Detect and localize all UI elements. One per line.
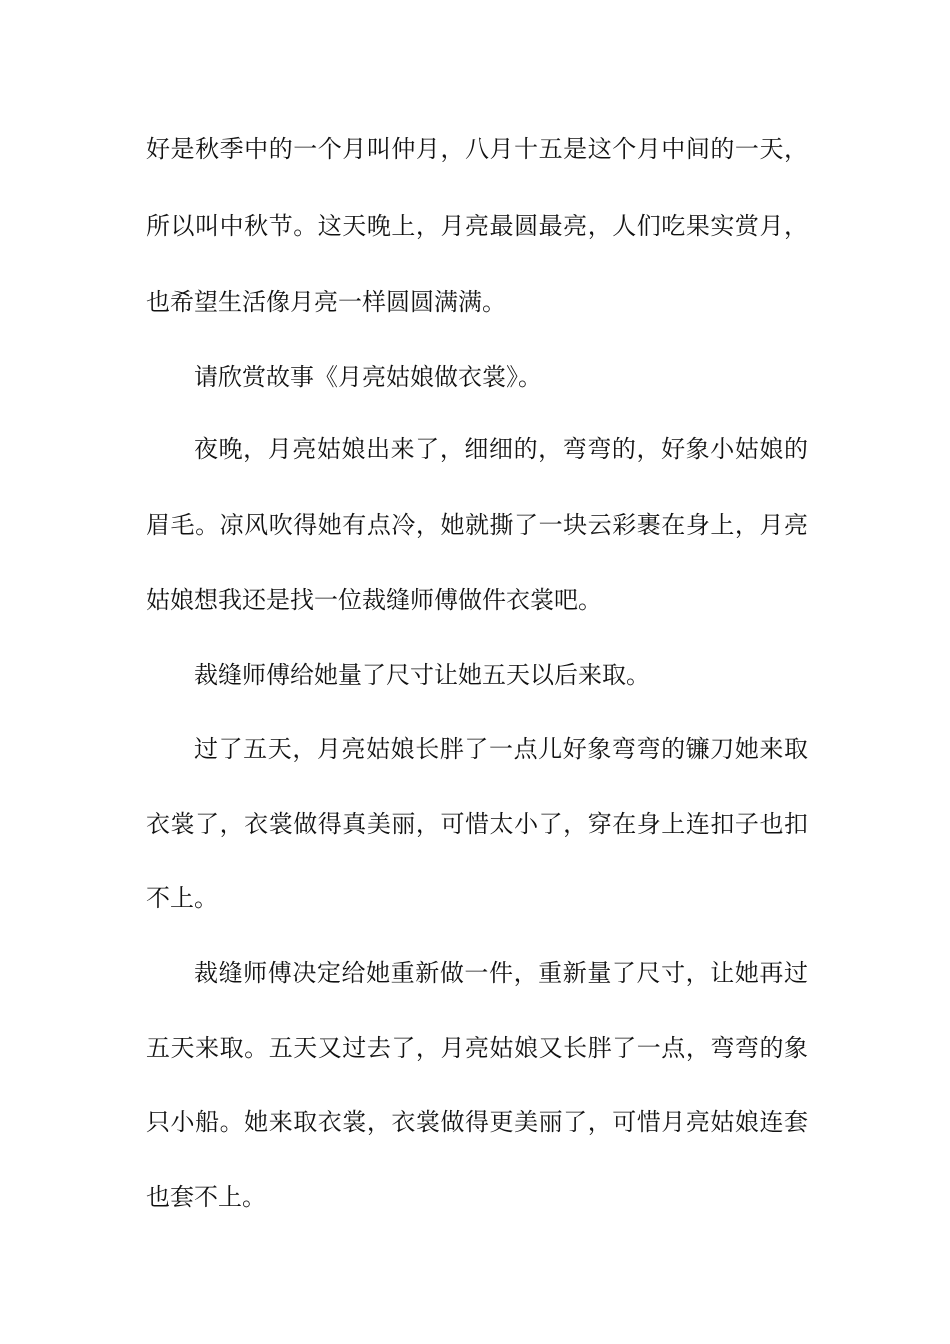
text-line: 眉毛。凉风吹得她有点冷，她就撕了一块云彩裹在身上，月亮 bbox=[146, 511, 808, 539]
text-line: 也套不上。 bbox=[146, 1183, 266, 1211]
text-line: 过了五天，月亮姑娘长胖了一点儿好象弯弯的镰刀她来取 bbox=[194, 735, 808, 763]
text-line: 姑娘想我还是找一位裁缝师傅做件衣裳吧。 bbox=[146, 586, 602, 614]
text-line: 也希望生活像月亮一样圆圆满满。 bbox=[146, 288, 506, 316]
text-line: 好是秋季中的一个月叫仲月，八月十五是这个月中间的一天， bbox=[146, 135, 808, 163]
text-line: 所以叫中秋节。这天晚上，月亮最圆最亮，人们吃果实赏月， bbox=[146, 212, 808, 240]
text-line: 不上。 bbox=[146, 884, 218, 912]
text-line: 裁缝师傅决定给她重新做一件，重新量了尺寸，让她再过 bbox=[194, 959, 808, 987]
text-line: 夜晚，月亮姑娘出来了，细细的，弯弯的，好象小姑娘的 bbox=[194, 435, 808, 463]
text-line: 五天来取。五天又过去了，月亮姑娘又长胖了一点，弯弯的象 bbox=[146, 1034, 808, 1062]
text-line: 只小船。她来取衣裳，衣裳做得更美丽了，可惜月亮姑娘连套 bbox=[146, 1108, 808, 1136]
text-line: 衣裳了，衣裳做得真美丽，可惜太小了，穿在身上连扣子也扣 bbox=[146, 810, 808, 838]
text-line: 裁缝师傅给她量了尺寸让她五天以后来取。 bbox=[194, 661, 650, 689]
text-line: 请欣赏故事《月亮姑娘做衣裳》。 bbox=[194, 363, 542, 391]
